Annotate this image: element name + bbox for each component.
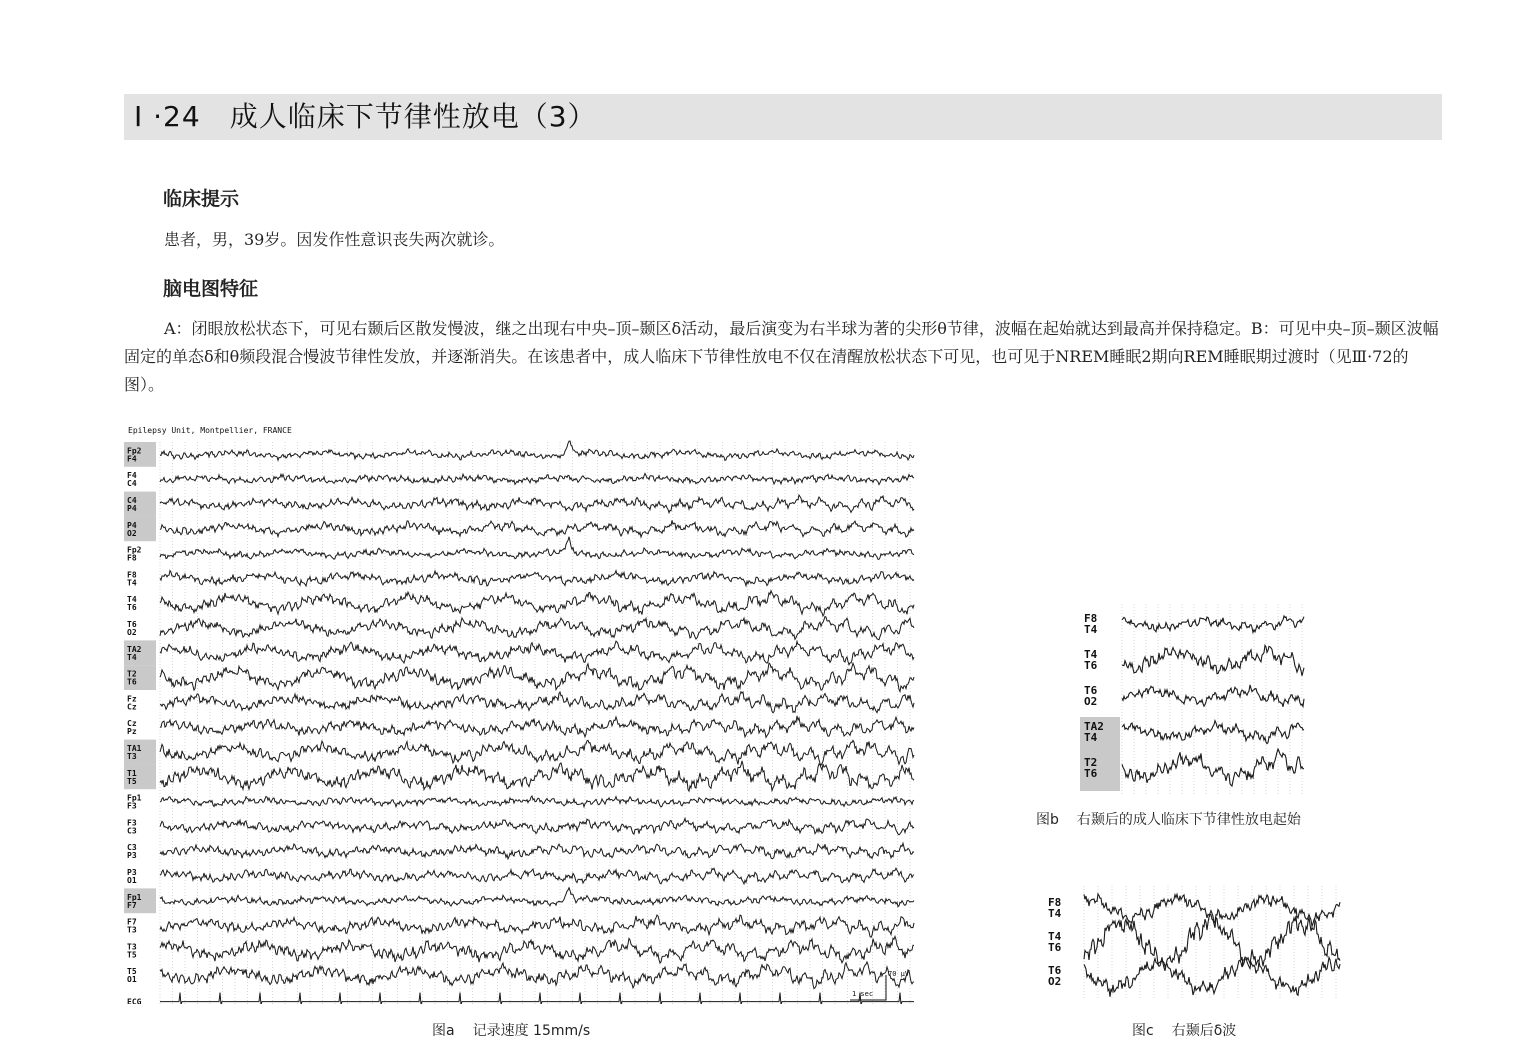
channel-label-top: TA2 bbox=[1084, 720, 1104, 733]
eeg-trace bbox=[160, 740, 914, 765]
channel-label-bottom: T4 bbox=[127, 652, 137, 662]
figure-c-caption bbox=[1132, 1020, 1236, 1040]
eeg-trace bbox=[160, 591, 914, 616]
lab-label: Epilepsy Unit, Montpellier, FRANCE bbox=[128, 426, 292, 435]
channel-label-top: T3 bbox=[127, 942, 137, 952]
figure-b-caption bbox=[1036, 809, 1301, 829]
channel-label-top: T6 bbox=[127, 620, 137, 629]
channel-label-top: F8 bbox=[1048, 896, 1062, 909]
channel-label-bottom: O1 bbox=[127, 876, 137, 885]
ecg-label: ECG bbox=[127, 997, 142, 1004]
channel-label-top: P4 bbox=[127, 520, 137, 530]
channel-label-top: C4 bbox=[127, 496, 137, 505]
clinical-heading: 临床提示 bbox=[163, 188, 240, 210]
channel-label-top: F3 bbox=[127, 818, 137, 828]
eeg-features-heading: 脑电图特征 bbox=[163, 278, 259, 300]
figure-a-caption bbox=[432, 1020, 590, 1040]
eeg-trace bbox=[1122, 645, 1304, 675]
eeg-trace bbox=[160, 474, 914, 485]
channel-label-top: Cz bbox=[127, 719, 137, 729]
channel-label-top: T6 bbox=[1048, 964, 1062, 977]
eeg-trace bbox=[160, 663, 914, 692]
channel-label-top: P3 bbox=[127, 868, 137, 877]
scale-amplitude: 70 µV bbox=[888, 970, 910, 978]
channel-label-top: Fp2 bbox=[127, 545, 142, 555]
channel-label-bottom: T5 bbox=[127, 776, 137, 786]
eeg-trace bbox=[1122, 749, 1304, 786]
figure-a-caption-text: 记录速度 15mm/s bbox=[472, 1023, 591, 1039]
eeg-trace bbox=[160, 537, 914, 560]
eeg-trace bbox=[160, 617, 914, 640]
channel-label-top: Fp2 bbox=[127, 446, 142, 456]
channel-label-bottom: T6 bbox=[127, 677, 137, 687]
eeg-trace bbox=[160, 520, 914, 537]
channel-label-top: Fp1 bbox=[127, 892, 142, 902]
eeg-trace bbox=[160, 962, 914, 989]
channel-label-bottom: T4 bbox=[1084, 623, 1098, 636]
channel-label-bottom: O2 bbox=[127, 628, 137, 637]
channel-label-top: T5 bbox=[127, 967, 137, 977]
channel-label-bottom: T5 bbox=[127, 950, 137, 960]
page-title: Ⅰ ·24 成人临床下节律性放电（3） bbox=[134, 100, 597, 133]
channel-label-top: T2 bbox=[1084, 756, 1098, 769]
figure-b-caption-text: 右颞后的成人临床下节律性放电起始 bbox=[1076, 812, 1301, 828]
channel-label-bottom: T6 bbox=[1084, 659, 1098, 672]
eeg-trace bbox=[1084, 914, 1340, 971]
channel-label-bottom: F3 bbox=[127, 801, 137, 811]
channel-label-top: Fz bbox=[127, 694, 137, 704]
eeg-trace bbox=[160, 641, 914, 665]
header-bar bbox=[124, 94, 1442, 140]
figure-c-caption-text: 右颞后δ波 bbox=[1171, 1023, 1237, 1039]
channel-label-top: TA1 bbox=[127, 744, 142, 753]
eeg-trace bbox=[160, 868, 914, 884]
channel-label-top: F8 bbox=[1084, 612, 1098, 625]
channel-label-top: T1 bbox=[127, 768, 137, 778]
ecg-trace bbox=[160, 993, 914, 1004]
figure-b-caption-label: 图b bbox=[1036, 812, 1059, 828]
eeg-trace bbox=[160, 915, 914, 937]
channel-label-bottom: O1 bbox=[127, 975, 137, 985]
eeg-trace bbox=[160, 495, 914, 513]
figure-b bbox=[1078, 604, 1308, 796]
eeg-trace bbox=[160, 692, 914, 713]
eeg-trace bbox=[1122, 685, 1304, 707]
eeg-figure-b bbox=[1078, 604, 1308, 796]
channel-label-bottom: F4 bbox=[127, 454, 137, 464]
eeg-trace bbox=[160, 818, 914, 834]
channel-label-top: C3 bbox=[127, 843, 137, 853]
channel-label-top: TA2 bbox=[127, 644, 142, 654]
eeg-figure-a bbox=[124, 422, 919, 1004]
channel-label-bottom: T3 bbox=[127, 752, 137, 761]
channel-label-bottom: P4 bbox=[127, 504, 137, 513]
eeg-trace bbox=[160, 761, 914, 791]
channel-label-bottom: Pz bbox=[127, 727, 137, 737]
channel-label-bottom: O2 bbox=[1048, 975, 1062, 988]
figure-c bbox=[1044, 886, 1344, 1002]
eeg-trace bbox=[160, 843, 914, 859]
channel-label-bottom: T6 bbox=[1048, 941, 1062, 954]
eeg-features-text: A：闭眼放松状态下，可见右颞后区散发慢波，继之出现右中央–顶–颞区δ活动，最后演变为右半球为著的尖形θ节律，波幅在起始就达到最高并保持稳定。B：可见中央–顶–颞区波幅固定的单态δ和θ频段混合慢波节律性发放，并逐渐消失。在该患者中，成人临床下节律性放电不仅在清醒放松状态下可见，也可见于NREM睡眠2期向REM睡眠期过渡时（见Ⅲ·72的图）。 bbox=[124, 319, 1439, 394]
channel-label-bottom: F7 bbox=[127, 900, 137, 910]
figure-a-caption-label: 图a bbox=[432, 1023, 455, 1039]
channel-label-top: F8 bbox=[127, 570, 137, 580]
eeg-trace bbox=[1084, 957, 1340, 997]
channel-label-top: Fp1 bbox=[127, 793, 142, 803]
channel-label-bottom: C3 bbox=[127, 826, 137, 836]
channel-label-bottom: T6 bbox=[1084, 767, 1098, 780]
channel-label-top: T4 bbox=[1084, 648, 1098, 661]
channel-label-bottom: T6 bbox=[127, 603, 137, 613]
channel-label-bottom: P3 bbox=[127, 851, 137, 861]
eeg-trace bbox=[160, 936, 914, 963]
channel-label-top: T4 bbox=[127, 595, 137, 605]
eeg-figure-c bbox=[1044, 886, 1344, 1002]
channel-label-bottom: T4 bbox=[1084, 731, 1098, 744]
channel-label-bottom: O2 bbox=[1084, 695, 1098, 708]
channel-label-bottom: O2 bbox=[127, 528, 137, 538]
eeg-trace bbox=[160, 716, 914, 737]
eeg-trace bbox=[1122, 721, 1304, 744]
scale-time: 1 sec bbox=[852, 990, 874, 998]
figure-c-caption-label: 图c bbox=[1132, 1023, 1154, 1039]
eeg-trace bbox=[1122, 616, 1304, 632]
channel-label-bottom: F8 bbox=[127, 553, 137, 563]
channel-label-bottom: Cz bbox=[127, 702, 137, 712]
eeg-trace bbox=[160, 888, 914, 907]
channel-label-top: T4 bbox=[1048, 930, 1062, 943]
channel-label-bottom: T4 bbox=[1048, 907, 1062, 920]
channel-label-top: F4 bbox=[127, 471, 137, 481]
eeg-trace bbox=[160, 441, 914, 461]
eeg-trace bbox=[160, 796, 914, 807]
channel-label-top: T6 bbox=[1084, 684, 1098, 697]
channel-label-top: F7 bbox=[127, 917, 137, 927]
eeg-trace bbox=[160, 571, 914, 586]
channel-label-bottom: C4 bbox=[127, 479, 137, 489]
channel-label-bottom: T4 bbox=[127, 578, 137, 588]
channel-label-bottom: T3 bbox=[127, 925, 137, 935]
channel-label-top: T2 bbox=[127, 669, 137, 679]
figure-a bbox=[124, 422, 919, 1004]
clinical-text: 患者，男，39岁。因发作性意识丧失两次就诊。 bbox=[164, 230, 505, 249]
